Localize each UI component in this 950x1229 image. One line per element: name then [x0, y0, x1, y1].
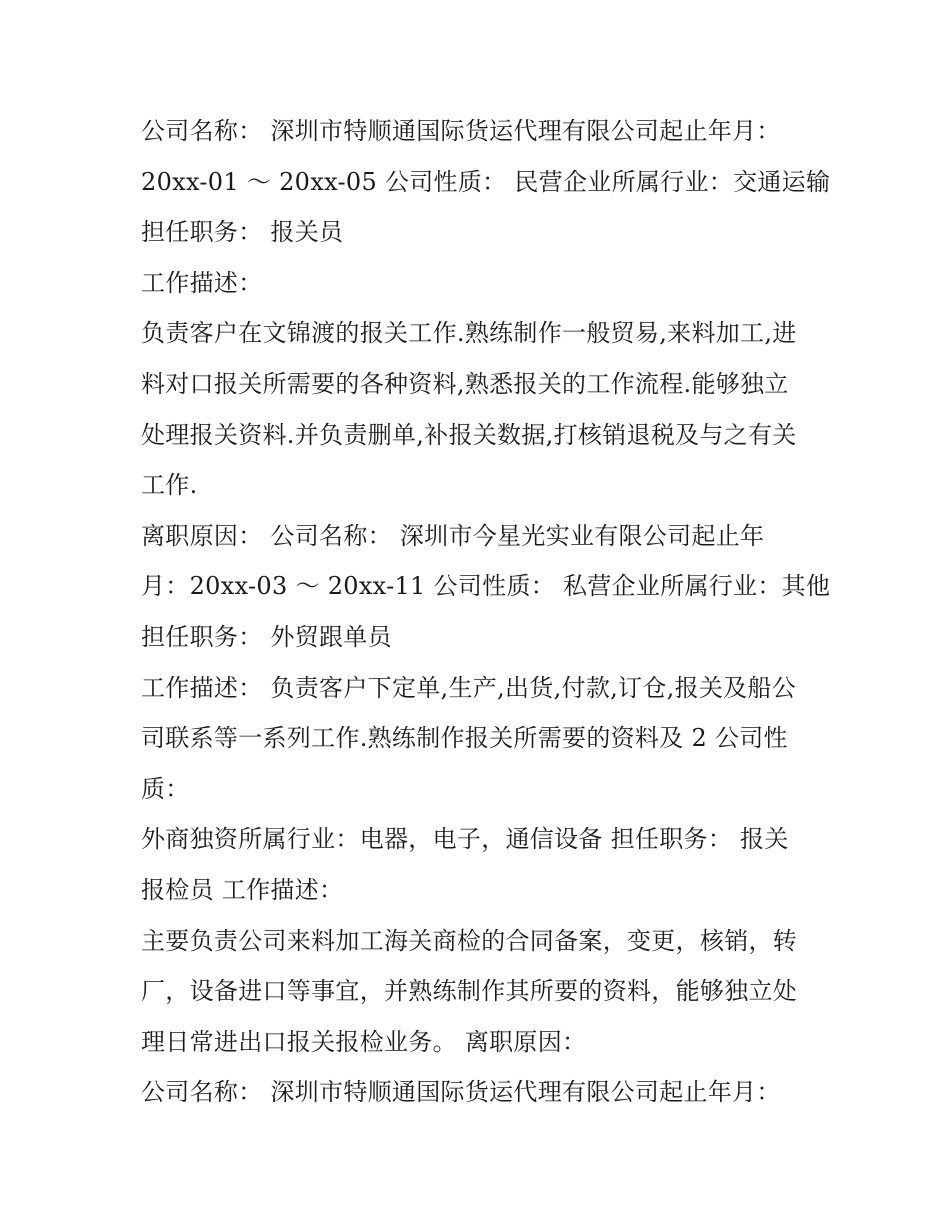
text-line: 厂，设备进口等事宜，并熟练制作其所要的资料，能够独立处	[141, 977, 798, 1006]
text-line: 处理报关资料.并负责删单,补报关数据,打核销退税及与之有关	[141, 420, 797, 449]
text-line: 工作描述：	[141, 268, 263, 297]
text-line: 工作描述： 负责客户下定单,生产,出货,付款,订仓,报关及船公	[141, 673, 797, 702]
text-line: 离职原因： 公司名称： 深圳市今星光实业有限公司起止年	[141, 521, 765, 550]
text-line: 质：	[141, 774, 190, 803]
text-line: 外商独资所属行业：电器，电子，通信设备 担任职务： 报关	[141, 825, 789, 854]
text-line: 理日常进出口报关报检业务。 离职原因：	[141, 1027, 587, 1056]
text-line: 司联系等一系列工作.熟练制作报关所需要的资料及 2 公司性	[141, 724, 788, 753]
text-line: 月：20xx-03 ～ 20xx-11 公司性质： 私营企业所属行业：其他	[141, 572, 831, 601]
text-line: 担任职务： 外贸跟单员	[141, 622, 392, 651]
text-line: 料对口报关所需要的各种资料,熟悉报关的工作流程.能够独立	[141, 369, 789, 398]
text-line: 负责客户在文锦渡的报关工作.熟练制作一般贸易,来料加工,进	[141, 319, 797, 348]
text-line: 公司名称： 深圳市特顺通国际货运代理有限公司起止年月：	[141, 1078, 781, 1107]
text-line: 担任职务： 报关员	[141, 218, 344, 247]
text-line: 工作.	[141, 471, 198, 500]
document-body	[141, 106, 831, 1118]
text-line: 主要负责公司来料加工海关商检的合同备案，变更，核销，转	[141, 926, 798, 955]
text-line: 公司名称： 深圳市特顺通国际货运代理有限公司起止年月：	[141, 117, 781, 145]
text-line: 报检员 工作描述：	[141, 875, 344, 904]
text-line: 20xx-01 ～ 20xx-05 公司性质： 民营企业所属行业：交通运输	[141, 167, 831, 196]
